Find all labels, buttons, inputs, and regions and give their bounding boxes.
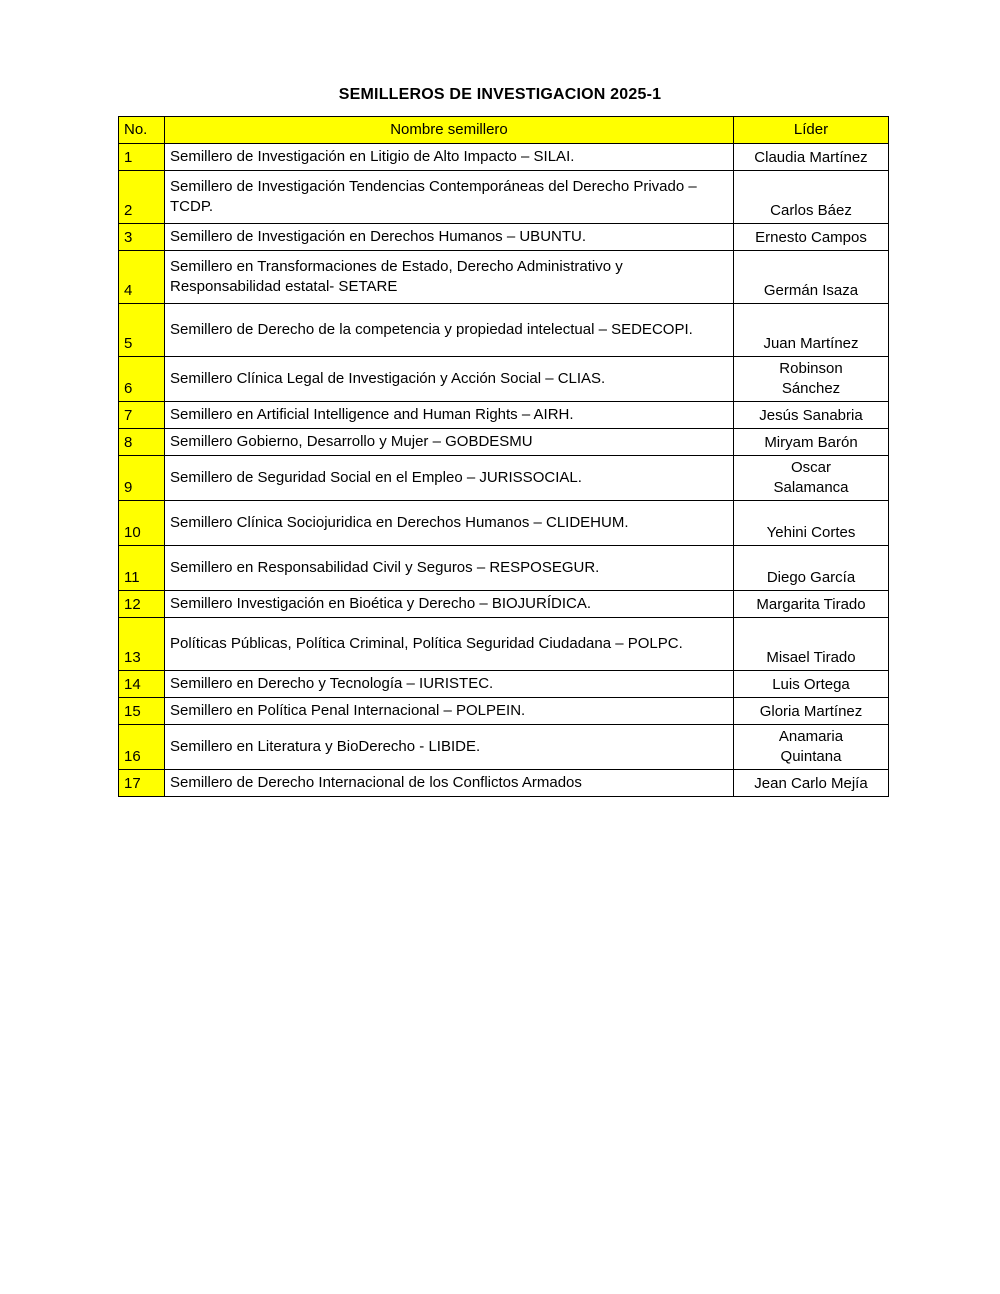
semilleros-table [118, 116, 889, 797]
row-number-cell: 7 [119, 402, 165, 429]
row-number-cell: 11 [119, 546, 165, 591]
leader-name-cell: Jesús Sanabria [734, 402, 889, 429]
leader-name-cell: Carlos Báez [734, 171, 889, 224]
semillero-name-cell: Semillero en Responsabilidad Civil y Seguros – RESPOSEGUR. [165, 546, 734, 591]
table-row [119, 698, 889, 725]
leader-name-cell: Juan Martínez [734, 304, 889, 357]
leader-name-cell: Ernesto Campos [734, 224, 889, 251]
table-row [119, 618, 889, 671]
table-row [119, 224, 889, 251]
leader-name-cell: Luis Ortega [734, 671, 889, 698]
table-row [119, 251, 889, 304]
table-row [119, 402, 889, 429]
table-header-row [119, 117, 889, 144]
row-number-cell: 13 [119, 618, 165, 671]
semillero-name-cell: Semillero de Investigación en Derechos Humanos – UBUNTU. [165, 224, 734, 251]
row-number-cell: 16 [119, 725, 165, 770]
leader-name-text: Anamaria Quintana [778, 728, 844, 766]
semillero-name-cell: Semillero Clínica Legal de Investigación y Acción Social – CLIAS. [165, 357, 734, 402]
table-row [119, 144, 889, 171]
leader-name-cell [734, 456, 889, 501]
row-number-cell: 1 [119, 144, 165, 171]
leader-name-text: Robinson Sánchez [779, 360, 843, 398]
table-row [119, 456, 889, 501]
row-number-cell: 9 [119, 456, 165, 501]
leader-name-cell [734, 357, 889, 402]
page-title: SEMILLEROS DE INVESTIGACION 2025-1 [338, 86, 662, 103]
semillero-name-cell: Semillero de Derecho de la competencia y propiedad intelectual – SEDECOPI. [165, 304, 734, 357]
leader-name-cell: Diego García [734, 546, 889, 591]
row-number-cell: 17 [119, 770, 165, 797]
table-row [119, 304, 889, 357]
table-row [119, 546, 889, 591]
leader-name-text: Oscar Salamanca [773, 459, 849, 497]
leader-name-cell: Margarita Tirado [734, 591, 889, 618]
semillero-name-cell: Semillero de Derecho Internacional de los Conflictos Armados [165, 770, 734, 797]
leader-name-cell: Gloria Martínez [734, 698, 889, 725]
leader-name-cell: Miryam Barón [734, 429, 889, 456]
table-row [119, 501, 889, 546]
table-row [119, 357, 889, 402]
row-number-cell: 10 [119, 501, 165, 546]
table-row [119, 429, 889, 456]
semillero-name-cell: Semillero en Literatura y BioDerecho - LIBIDE. [165, 725, 734, 770]
row-number-cell: 4 [119, 251, 165, 304]
semillero-name-cell: Semillero en Transformaciones de Estado, Derecho Administrativo y Responsabilidad estatal- SETARE [165, 251, 734, 304]
semillero-name-cell: Semillero Gobierno, Desarrollo y Mujer – GOBDESMU [165, 429, 734, 456]
column-header-nombre: Nombre semillero [165, 117, 734, 144]
semillero-name-cell: Semillero de Investigación en Litigio de Alto Impacto – SILAI. [165, 144, 734, 171]
table-row [119, 770, 889, 797]
column-header-no: No. [119, 117, 165, 144]
row-number-cell: 3 [119, 224, 165, 251]
row-number-cell: 6 [119, 357, 165, 402]
semillero-name-cell: Semillero de Investigación Tendencias Contemporáneas del Derecho Privado – TCDP. [165, 171, 734, 224]
semillero-name-cell: Semillero en Política Penal Internacional – POLPEIN. [165, 698, 734, 725]
semillero-name-cell: Semillero Investigación en Bioética y Derecho – BIOJURÍDICA. [165, 591, 734, 618]
row-number-cell: 8 [119, 429, 165, 456]
leader-name-cell: Yehini Cortes [734, 501, 889, 546]
semillero-name-cell: Semillero en Artificial Intelligence and Human Rights – AIRH. [165, 402, 734, 429]
table-row [119, 725, 889, 770]
semillero-name-cell: Semillero en Derecho y Tecnología – IURISTEC. [165, 671, 734, 698]
leader-name-cell: Misael Tirado [734, 618, 889, 671]
row-number-cell: 5 [119, 304, 165, 357]
leader-name-cell: Claudia Martínez [734, 144, 889, 171]
table-row [119, 591, 889, 618]
semillero-name-cell: Semillero de Seguridad Social en el Empleo – JURISSOCIAL. [165, 456, 734, 501]
leader-name-cell [734, 725, 889, 770]
semillero-name-cell: Políticas Públicas, Política Criminal, Política Seguridad Ciudadana – POLPC. [165, 618, 734, 671]
leader-name-cell: Germán Isaza [734, 251, 889, 304]
row-number-cell: 14 [119, 671, 165, 698]
column-header-lider: Líder [734, 117, 889, 144]
row-number-cell: 12 [119, 591, 165, 618]
table-row [119, 171, 889, 224]
row-number-cell: 2 [119, 171, 165, 224]
row-number-cell: 15 [119, 698, 165, 725]
semillero-name-cell: Semillero Clínica Sociojuridica en Derechos Humanos – CLIDEHUM. [165, 501, 734, 546]
table-row [119, 671, 889, 698]
leader-name-cell: Jean Carlo Mejía [734, 770, 889, 797]
